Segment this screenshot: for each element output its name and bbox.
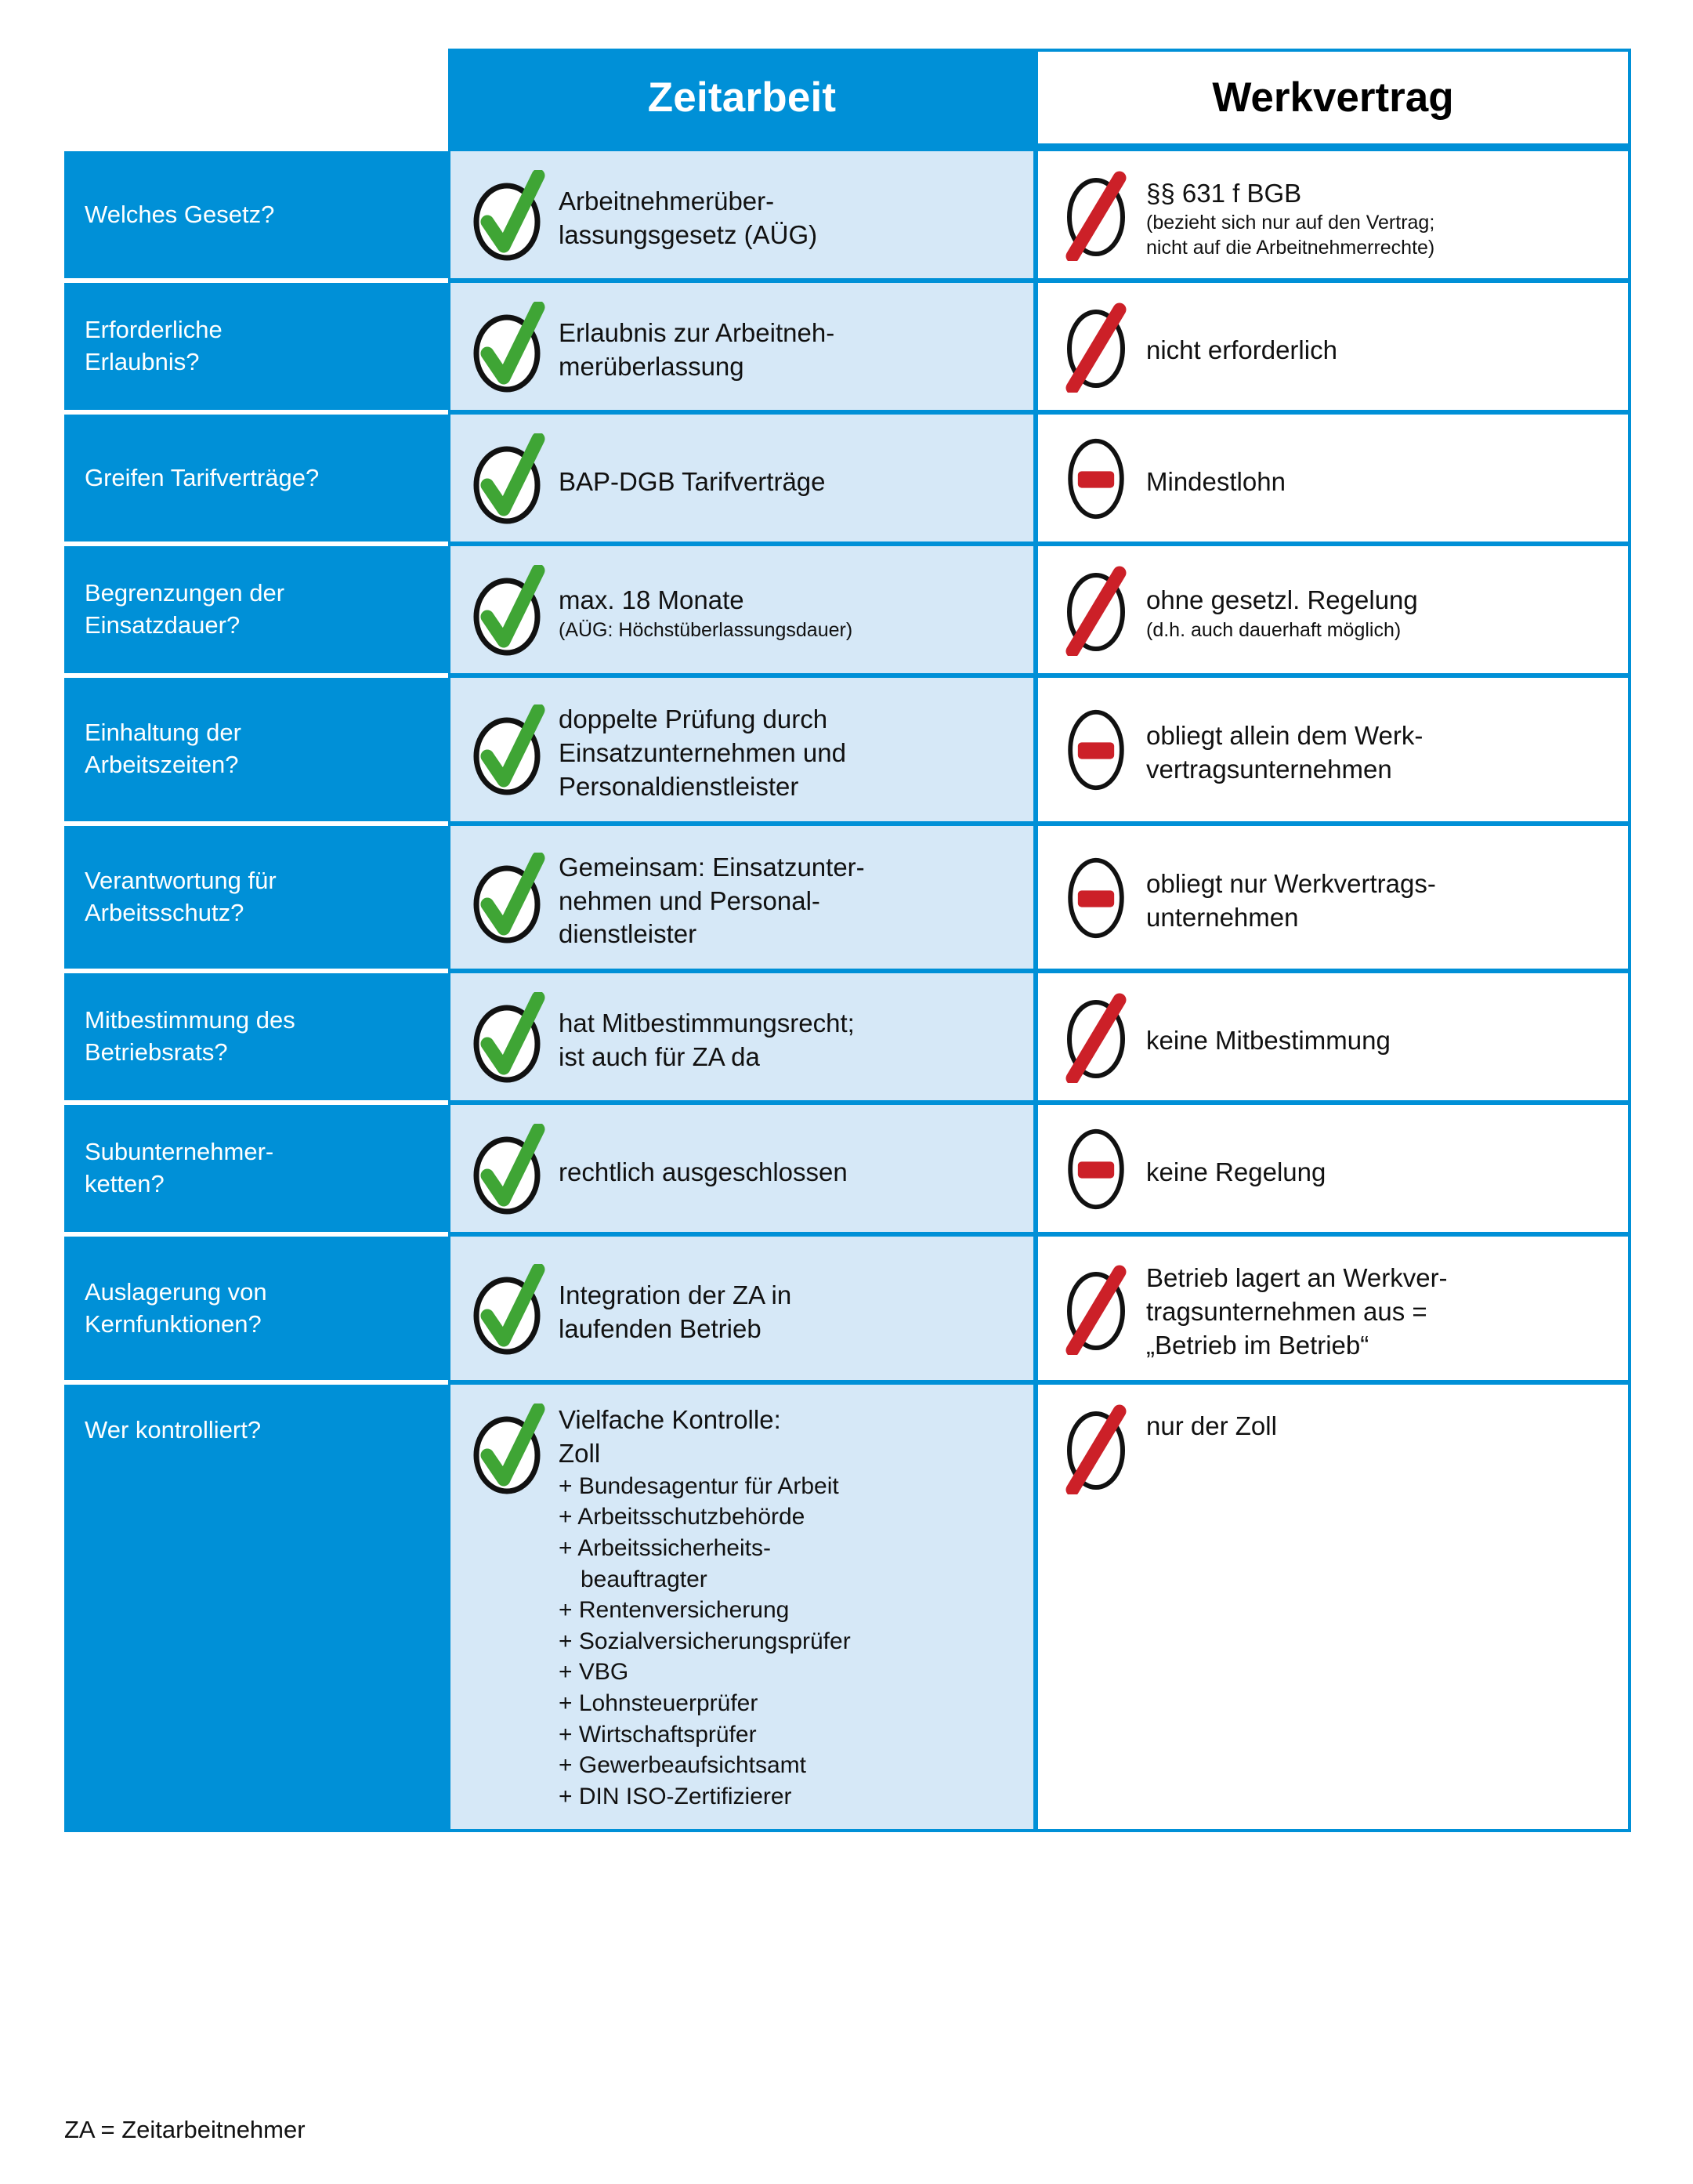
cell-wv: [1036, 410, 1631, 541]
control-list-item: + Sozialversicherungsprüfer: [559, 1628, 851, 1654]
row-label-8: Auslagerung von Kernfunktionen?: [64, 1232, 448, 1380]
control-list-item: beauftragter: [581, 1566, 707, 1592]
cell-main-text: max. 18 Monate: [559, 585, 744, 615]
row-label-1: Erforderliche Erlaubnis?: [64, 278, 448, 410]
cell-main-text: obliegt allein dem Werk- vertragsunternehmen: [1146, 721, 1423, 784]
table-row: [64, 673, 1631, 821]
check-circle-icon: [471, 1403, 546, 1494]
cell-text: [1146, 1148, 1326, 1190]
dash-circle-icon: [1058, 706, 1134, 794]
cell-wv: [1036, 147, 1631, 278]
cell-za: [448, 147, 1036, 278]
row-label-3: Begrenzungen der Einsatzdauer?: [64, 541, 448, 673]
cell-main-text: keine Mitbestimmung: [1146, 1025, 1391, 1055]
header-werkvertrag: Werkvertrag: [1036, 49, 1631, 147]
crossed-out-circle-icon: [1058, 1403, 1134, 1494]
dash-circle-icon: [1058, 854, 1134, 942]
cell-main-text: hat Mitbestimmungsrecht; ist auch für ZA da: [559, 1009, 855, 1072]
cell-main-text: Arbeitnehmerüber- lassungsgesetz (AÜG): [559, 187, 818, 249]
cell-za-wer-kontrolliert: [448, 1380, 1036, 1832]
table-row: [64, 969, 1631, 1100]
control-list-heading: Vielfache Kontrolle: Zoll: [559, 1405, 781, 1468]
check-circle-icon: [471, 565, 546, 656]
crossed-out-circle-icon: [1058, 1264, 1134, 1355]
check-circle-icon: [471, 1264, 546, 1355]
crossed-out-circle-icon: [1058, 170, 1134, 261]
row-label-7: Subunternehmer- ketten?: [64, 1100, 448, 1232]
check-circle-icon: [471, 1124, 546, 1215]
cell-za: [448, 410, 1036, 541]
cell-za: [448, 969, 1036, 1100]
control-list-item: + Gewerbeaufsichtsamt: [559, 1752, 806, 1779]
check-circle-icon: [471, 170, 546, 261]
cell-text: [1146, 1254, 1448, 1363]
cell-text: [559, 177, 817, 252]
control-list-item: + Wirtschaftsprüfer: [559, 1721, 757, 1748]
control-list-item: + Arbeitssicherheits-: [559, 1534, 771, 1561]
cell-main-text: BAP-DGB Tarifverträge: [559, 466, 826, 496]
cell-text: [559, 1271, 791, 1346]
check-circle-icon: [471, 433, 546, 524]
cell-za: [448, 821, 1036, 969]
cell-text: [1146, 1402, 1277, 1443]
cell-text: [559, 999, 855, 1074]
check-circle-icon: [471, 704, 546, 795]
crossed-out-circle-icon: [1058, 565, 1134, 656]
cell-text: [1146, 1016, 1391, 1058]
cell-text: [559, 1148, 848, 1190]
row-label-6: Mitbestimmung des Betriebsrats?: [64, 969, 448, 1100]
table-row: [64, 821, 1631, 969]
cell-text: [1146, 860, 1436, 935]
cell-text: [559, 843, 865, 952]
cell-za: [448, 1232, 1036, 1380]
cell-wv: [1036, 673, 1631, 821]
table-header-row: [64, 49, 1631, 147]
cell-main-text: Betrieb lagert an Werkver- tragsunternehmen aus = „Betrieb im Betrieb“: [1146, 1263, 1448, 1360]
cell-text: [1146, 326, 1337, 368]
table-row: [64, 541, 1631, 673]
control-list-item: + Bundesagentur für Arbeit: [559, 1472, 839, 1499]
cell-main-text: doppelte Prüfung durch Einsatzunternehmen und Personaldienstleister: [559, 704, 846, 801]
table-row: [64, 1100, 1631, 1232]
comparison-table: [64, 49, 1631, 1832]
cell-za: [448, 541, 1036, 673]
control-list-item: + DIN ISO-Zertifizierer: [559, 1783, 792, 1809]
cell-text: [1146, 576, 1418, 643]
cell-za: [448, 1100, 1036, 1232]
table-row: [64, 1232, 1631, 1380]
check-circle-icon: [471, 302, 546, 393]
cell-za: [448, 673, 1036, 821]
table-row-wer-kontrolliert: [64, 1380, 1631, 1832]
row-label-5: Verantwortung für Arbeitsschutz?: [64, 821, 448, 969]
cell-main-text: Integration der ZA in laufenden Betrieb: [559, 1280, 792, 1343]
table-row: [64, 147, 1631, 278]
cell-text: [559, 576, 852, 643]
row-label-wer-kontrolliert: Wer kontrolliert?: [64, 1380, 448, 1832]
cell-text: [1146, 169, 1434, 261]
cell-main-text: nicht erforderlich: [1146, 335, 1337, 364]
row-label-4: Einhaltung der Arbeitszeiten?: [64, 673, 448, 821]
footnote-legend: ZA = Zeitarbeitnehmer: [64, 2116, 306, 2143]
cell-main-text: keine Regelung: [1146, 1157, 1326, 1186]
control-list-item: + VBG: [559, 1659, 629, 1686]
cell-text: [559, 309, 834, 384]
check-circle-icon: [471, 853, 546, 944]
table-row: [64, 278, 1631, 410]
crossed-out-circle-icon: [1058, 302, 1134, 393]
cell-main-text: nur der Zoll: [1146, 1411, 1277, 1441]
header-zeitarbeit: Zeitarbeit: [448, 49, 1036, 147]
row-label-0: Welches Gesetz?: [64, 147, 448, 278]
dash-circle-icon: [1058, 1125, 1134, 1213]
cell-main-text: §§ 631 f BGB: [1146, 178, 1302, 208]
cell-main-text: ohne gesetzl. Regelung: [1146, 585, 1418, 615]
control-list-item: + Arbeitsschutzbehörde: [559, 1504, 805, 1530]
control-list-item: + Lohnsteuerprüfer: [559, 1690, 758, 1716]
cell-wv: [1036, 1100, 1631, 1232]
control-list-item: + Rentenversicherung: [559, 1597, 790, 1624]
row-label-2: Greifen Tarifverträge?: [64, 410, 448, 541]
cell-wv: [1036, 821, 1631, 969]
cell-text: [1146, 712, 1423, 787]
cell-wv: [1036, 541, 1631, 673]
cell-sub-text: (AÜG: Höchstüberlassungsdauer): [559, 619, 853, 642]
cell-wv: [1036, 1232, 1631, 1380]
cell-wv: [1036, 278, 1631, 410]
dash-circle-icon: [1058, 435, 1134, 523]
table-row: [64, 410, 1631, 541]
header-empty-cell: [64, 49, 448, 147]
table-body: [64, 147, 1631, 1832]
cell-za: [448, 278, 1036, 410]
cell-main-text: Gemeinsam: Einsatzunter- nehmen und Personal- dienstleister: [559, 852, 865, 949]
cell-main-text: Mindestlohn: [1146, 466, 1286, 496]
crossed-out-circle-icon: [1058, 992, 1134, 1083]
control-list: [559, 1402, 851, 1812]
cell-main-text: Erlaubnis zur Arbeitneh- merüberlassung: [559, 318, 835, 381]
cell-text: [1146, 458, 1286, 499]
cell-wv: [1036, 969, 1631, 1100]
cell-text: [559, 695, 846, 804]
cell-wv-wer-kontrolliert: [1036, 1380, 1631, 1832]
cell-sub-text: (bezieht sich nur auf den Vertrag; nicht auf die Arbeitnehmerrechte): [1146, 212, 1435, 259]
cell-main-text: rechtlich ausgeschlossen: [559, 1157, 848, 1186]
cell-sub-text: (d.h. auch dauerhaft möglich): [1146, 619, 1402, 642]
cell-text: [559, 458, 826, 499]
cell-main-text: obliegt nur Werkvertrags- unternehmen: [1146, 869, 1436, 932]
check-circle-icon: [471, 992, 546, 1083]
